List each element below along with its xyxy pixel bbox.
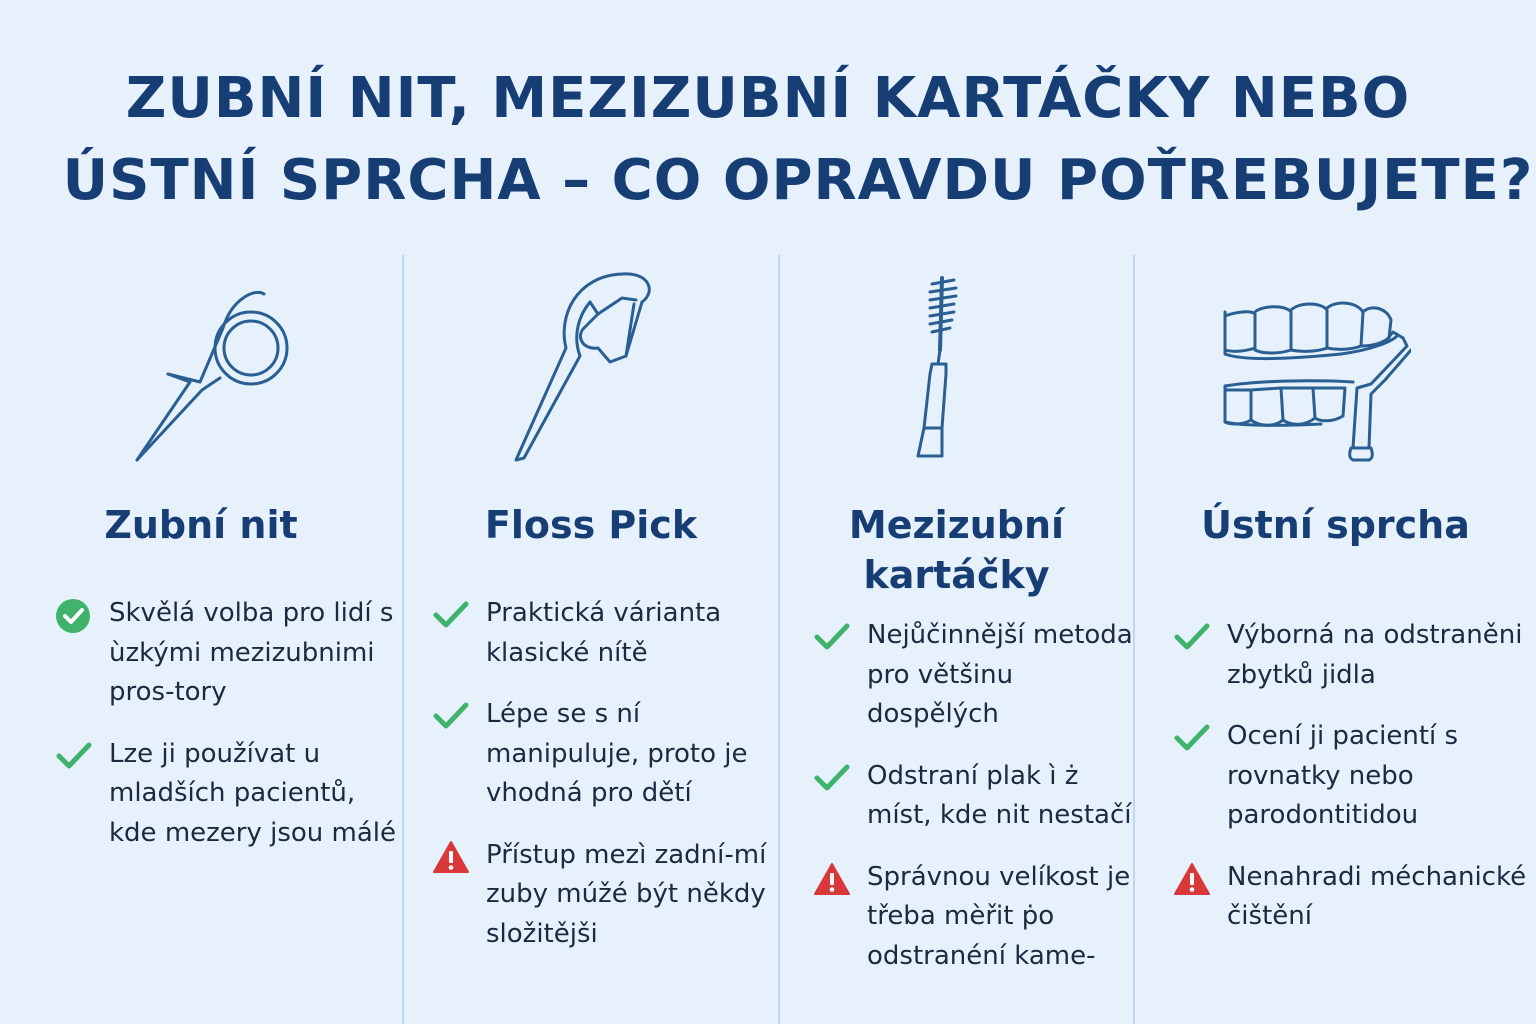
floss-holder-icon	[128, 286, 298, 466]
list-item	[1173, 858, 1536, 937]
benefit-list	[432, 594, 778, 976]
water-flosser-teeth-icon	[1221, 298, 1411, 468]
check-circle-icon	[55, 598, 93, 632]
list-item	[432, 594, 778, 673]
column-ustni-sprcha	[1135, 0, 1536, 1024]
item-text: Přístup mezì zadní-mí zuby múžé být někdy složitějši	[486, 839, 767, 949]
item-text: Lépe se s ní manipuluje, proto je vhodná pro dětí	[486, 699, 748, 808]
item-text: Skvělá volba pro lidí s ùzkými mezizubnimi pros-tory	[109, 598, 394, 707]
list-item	[1173, 717, 1536, 836]
check-icon	[813, 761, 851, 795]
item-text: Nejůčinnější metoda pro většinu dospělých	[867, 620, 1133, 729]
list-item	[432, 836, 778, 955]
check-icon	[55, 739, 93, 773]
column-title: Ústní sprcha	[1201, 503, 1470, 547]
benefit-list	[55, 594, 400, 875]
warning-icon	[432, 840, 470, 874]
item-text: Výborná na odstraněni zbytků jidla	[1227, 620, 1523, 690]
list-item	[813, 616, 1133, 735]
warning-icon	[1173, 862, 1211, 896]
interdental-brush-icon	[904, 270, 974, 465]
item-text: Odstraní plak ì ż míst, kde nit nestačí	[867, 760, 1132, 830]
title-line-2: ÚSTNÍ SPRCHA – CO OPRAVDU POŤREBUJETE?	[62, 148, 1534, 213]
benefit-list	[1173, 616, 1536, 959]
list-item	[55, 735, 400, 854]
check-icon	[1173, 721, 1211, 755]
floss-pick-icon	[510, 270, 660, 465]
column-floss-pick	[404, 0, 778, 1024]
item-text: Správnou velíkost je třeba mèřit ṗo odstranéní kame-	[867, 861, 1131, 971]
check-icon	[1173, 620, 1211, 654]
check-icon	[432, 699, 470, 733]
column-title: Floss Pick	[484, 503, 698, 547]
column-title: Mezizubní kartáčky	[848, 503, 1065, 597]
warning-icon	[813, 862, 851, 896]
item-text: Lze ji používat u mladších pacientů, kde mezery jsou málé	[109, 738, 397, 848]
column-zubni-nit	[0, 0, 402, 1024]
list-item	[55, 594, 400, 713]
benefit-list	[813, 616, 1133, 998]
column-title: Zubní nit	[104, 503, 298, 547]
check-icon	[432, 598, 470, 632]
list-item	[813, 757, 1133, 836]
column-mezizubni-kartacky	[780, 0, 1133, 1024]
check-icon	[813, 620, 851, 654]
title-line-1: ZUBNÍ NIT, MEZIZUBNÍ KARTÁČKY NEBO	[125, 66, 1411, 131]
item-text: Nenahradi méchanické čištění	[1227, 861, 1527, 931]
list-item	[813, 858, 1133, 977]
list-item	[1173, 616, 1536, 695]
item-text: Praktická várianta klasické nítě	[486, 598, 722, 668]
list-item	[432, 695, 778, 814]
item-text: Ocení ji pacientí s rovnatky nebo parodontitidou	[1227, 721, 1459, 830]
